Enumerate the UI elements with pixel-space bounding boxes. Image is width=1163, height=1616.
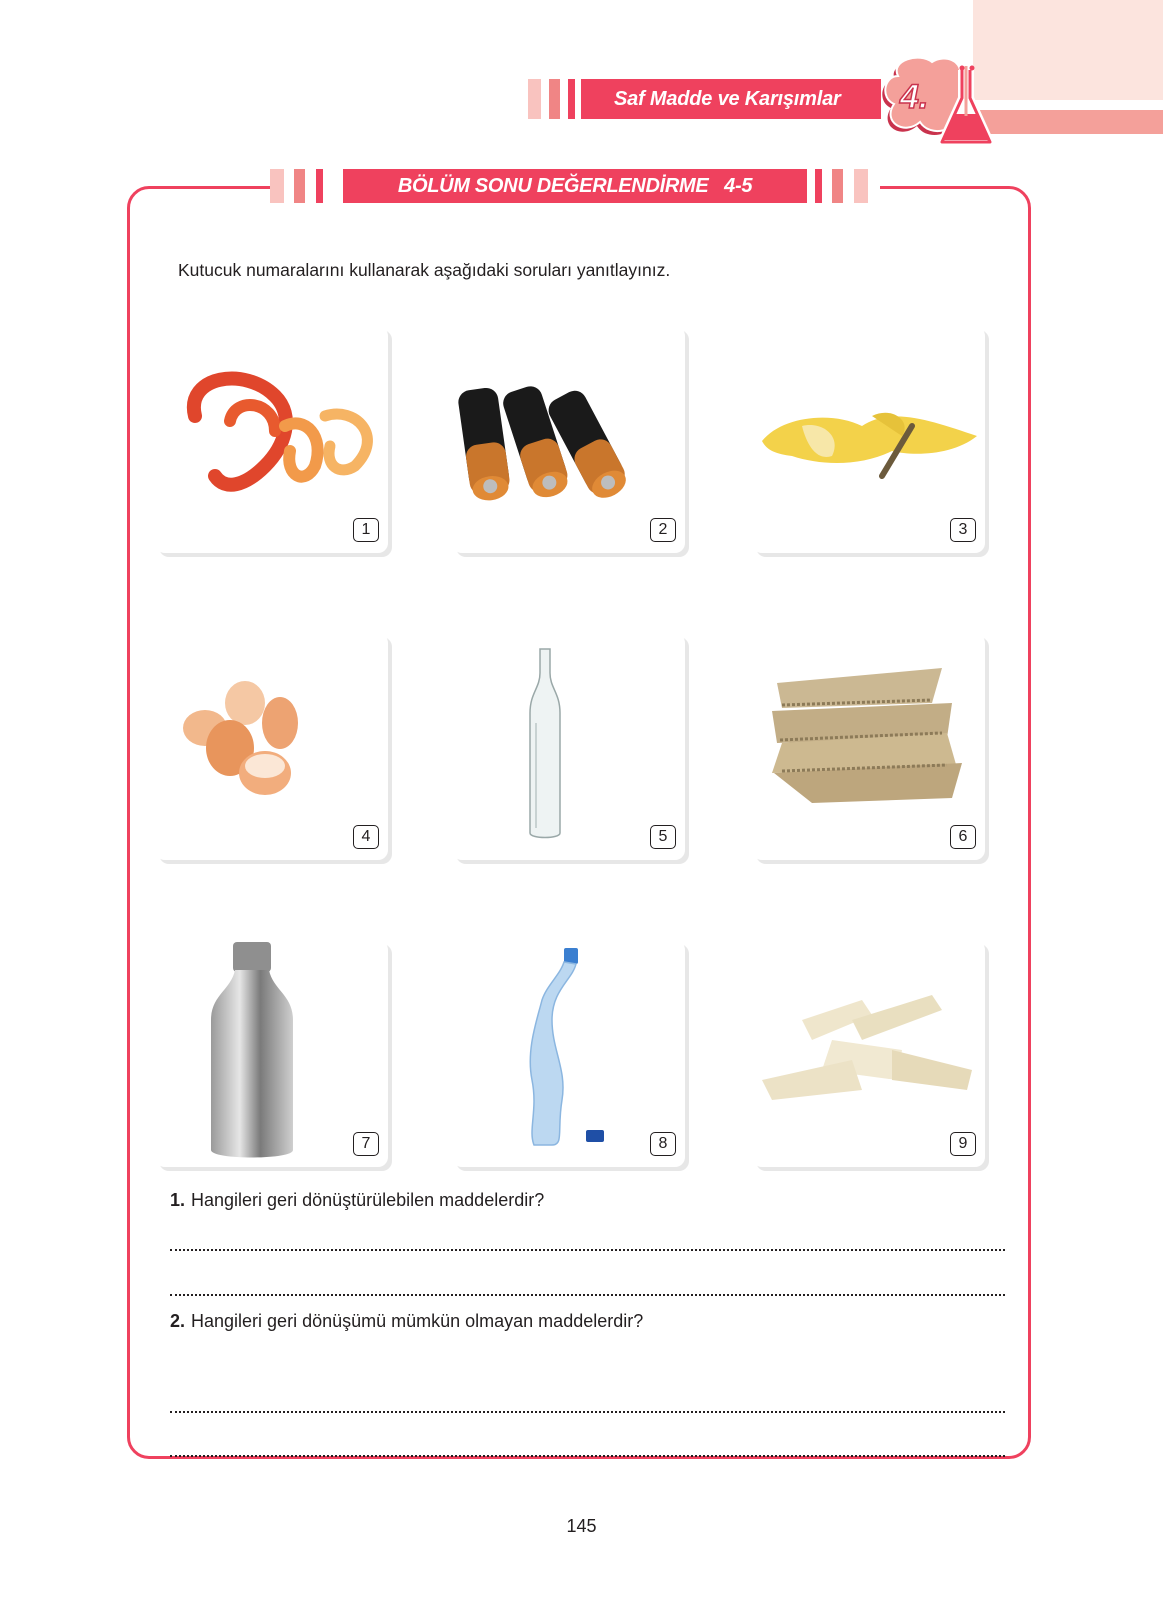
item-card-banana-peel <box>752 326 985 553</box>
answer-line-2a[interactable] <box>170 1411 1005 1413</box>
answer-line-1b[interactable] <box>170 1294 1005 1296</box>
chapter-title-banner <box>581 79 881 119</box>
item-card-batteries <box>452 326 685 553</box>
batteries-icon <box>452 326 685 553</box>
page-number: 145 <box>566 1516 597 1536</box>
item-number-box: 9 <box>950 1132 976 1156</box>
item-number-box: 5 <box>650 825 676 849</box>
item-card-apple-peel <box>155 326 388 553</box>
item-card-egg-shells <box>155 633 388 860</box>
question-number: 1. <box>170 1190 186 1210</box>
wood-shavings-icon <box>752 940 985 1167</box>
crushed-plastic-bottle-icon <box>452 940 685 1167</box>
question-2 <box>170 1311 643 1332</box>
banana-peel-icon <box>752 326 985 553</box>
item-number-box: 2 <box>650 518 676 542</box>
question-1 <box>170 1190 544 1211</box>
answer-line-2b[interactable] <box>170 1455 1005 1457</box>
instruction-text: Kutucuk numaralarını kullanarak aşağıdaki soruları yanıtlayınız. <box>178 260 671 280</box>
item-number-box: 8 <box>650 1132 676 1156</box>
glass-bottle-icon <box>452 633 685 860</box>
question-number: 2. <box>170 1311 186 1331</box>
item-card-glass-bottle <box>452 633 685 860</box>
answer-line-1a[interactable] <box>170 1249 1005 1251</box>
section-title: BÖLÜM SONU DEĞERLENDİRME 4-5 <box>397 174 753 197</box>
flask-chapter-icon <box>880 52 1010 152</box>
item-number-box: 4 <box>353 825 379 849</box>
crushed-aluminum-bottle-icon <box>155 940 388 1167</box>
item-card-plastic-bottle <box>452 940 685 1167</box>
section-title-banner <box>343 169 807 203</box>
apple-peel-icon <box>155 326 388 553</box>
item-card-wood-shavings <box>752 940 985 1167</box>
egg-shells-icon <box>155 633 388 860</box>
item-number-box: 3 <box>950 518 976 542</box>
item-card-aluminum-bottle <box>155 940 388 1167</box>
item-card-cardboard <box>752 633 985 860</box>
svg-text:4.: 4. <box>900 78 929 116</box>
question-text: Hangileri geri dönüşümü mümkün olmayan maddelerdir? <box>191 1311 644 1331</box>
section-header <box>270 169 880 203</box>
question-text: Hangileri geri dönüştürülebilen maddelerdir? <box>191 1190 545 1210</box>
item-number-box: 6 <box>950 825 976 849</box>
item-number-box: 1 <box>353 518 379 542</box>
cardboard-pile-icon <box>752 633 985 860</box>
item-number-box: 7 <box>353 1132 379 1156</box>
chapter-title: Saf Madde ve Karışımlar <box>614 87 841 110</box>
